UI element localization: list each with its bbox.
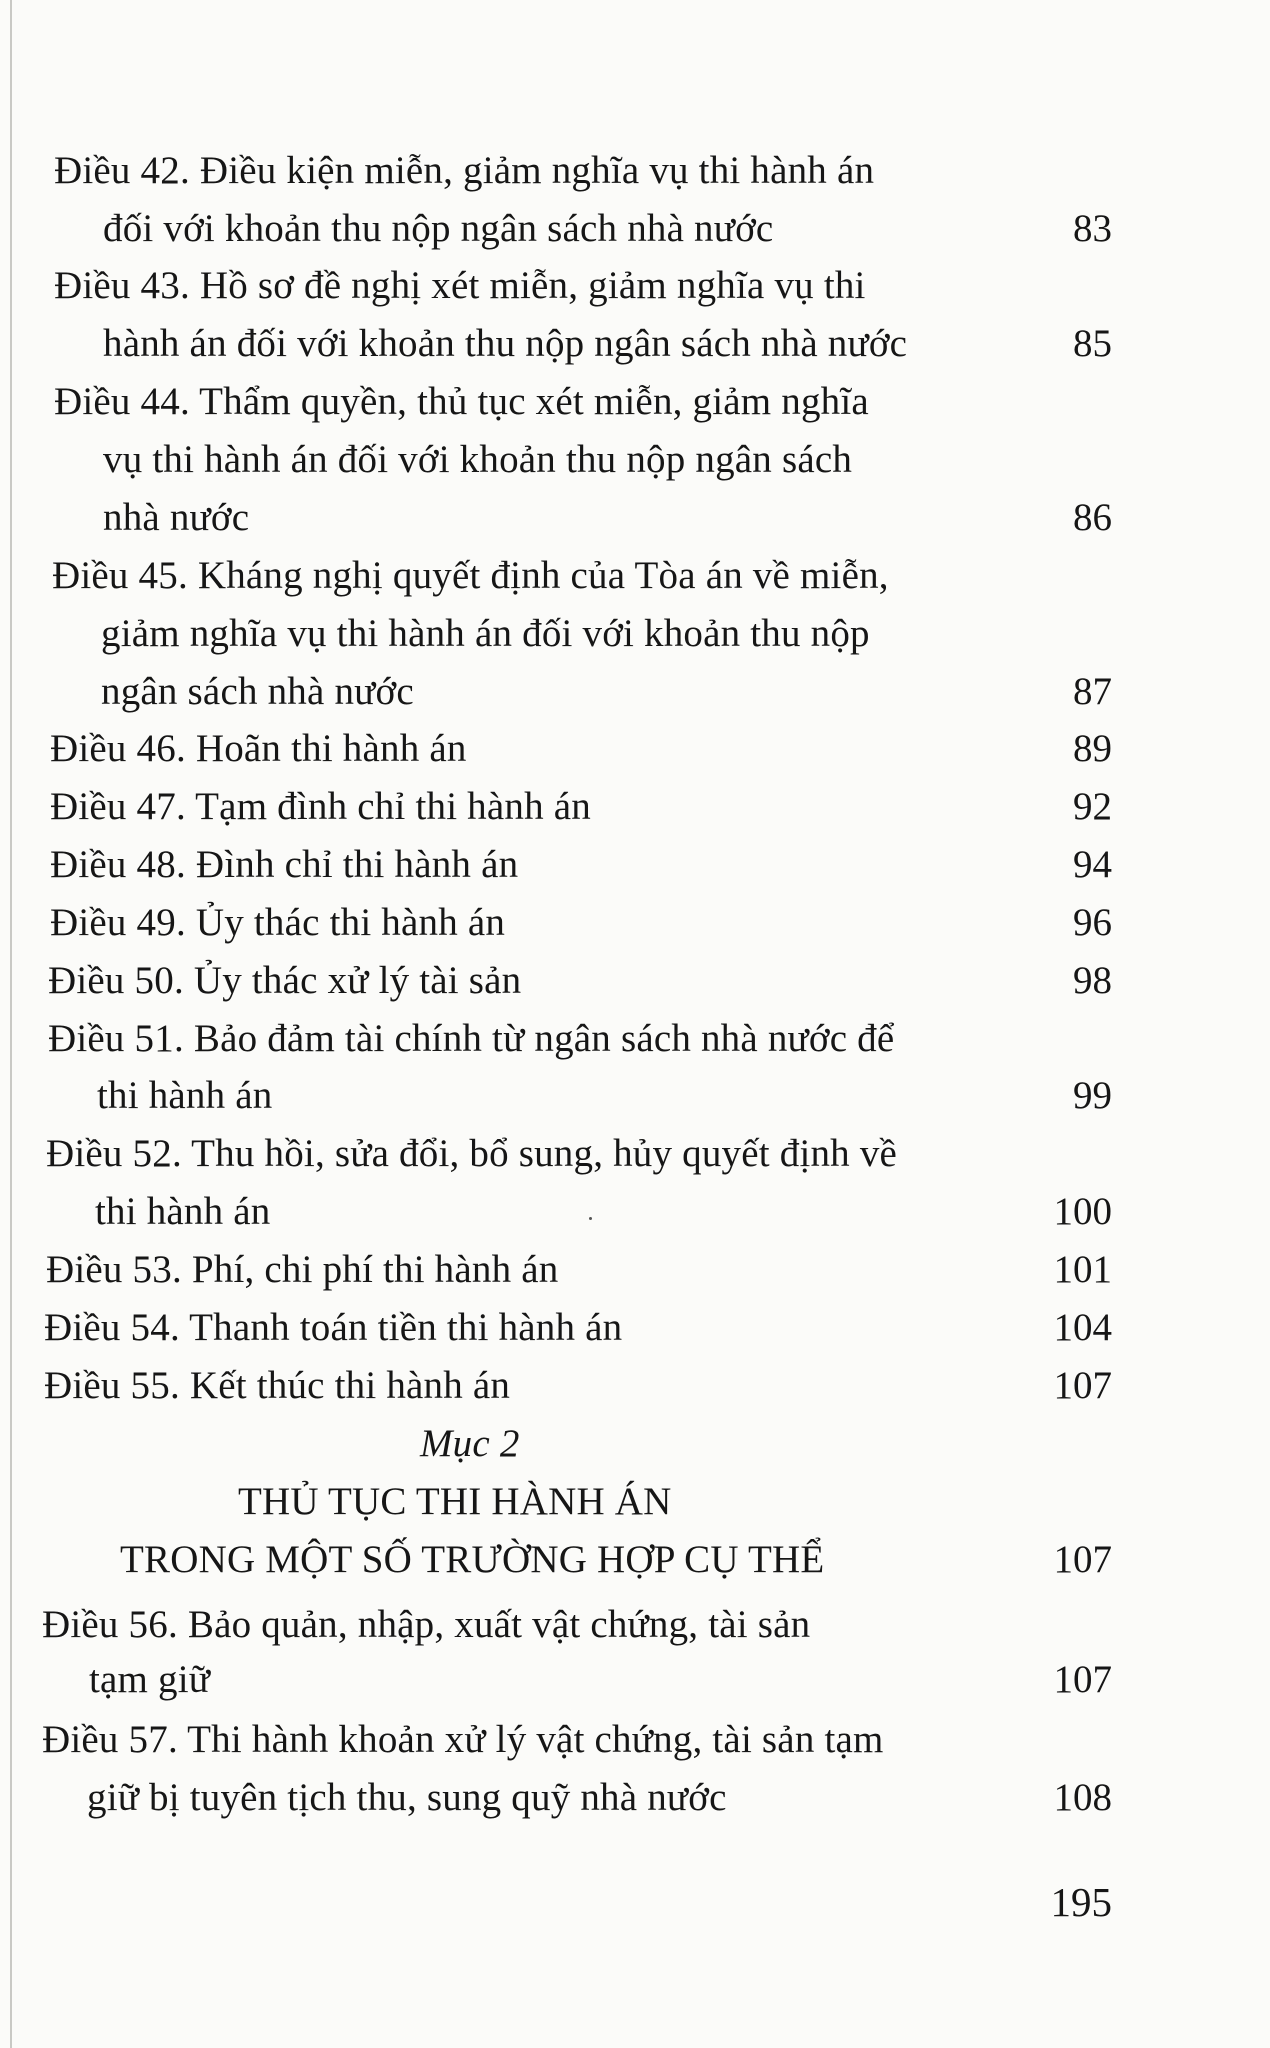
toc-entry-line: thi hành án [97,1074,273,1117]
toc-entry-line: Điều 50. Ủy thác xử lý tài sản [48,959,522,1002]
toc-page-number: 87 [1073,670,1112,713]
toc-entry-line: thi hành án [95,1190,271,1233]
toc-page-number: 99 [1073,1074,1112,1117]
toc-entry-line: giảm nghĩa vụ thi hành án đối với khoản thu nộp [101,612,870,655]
toc-entry-line: Điều 48. Đình chỉ thi hành án [50,843,519,886]
toc-page-number: 100 [1053,1190,1112,1233]
toc-entry-line: Điều 44. Thẩm quyền, thủ tục xét miễn, giảm nghĩa [54,380,869,423]
toc-entry-line: Điều 53. Phí, chi phí thi hành án [46,1248,559,1291]
toc-page-number: 94 [1073,843,1112,886]
toc-entry-line: hành án đối với khoản thu nộp ngân sách nhà nước [103,322,908,365]
toc-page-number: 86 [1073,496,1112,539]
toc-page-number: 101 [1053,1248,1112,1291]
toc-page-number: 85 [1073,322,1112,365]
toc-page-number: 104 [1053,1306,1112,1349]
toc-page-number: 107 [1053,1364,1112,1407]
toc-entry-line: Điều 52. Thu hồi, sửa đổi, bổ sung, hủy quyết định về [46,1132,898,1175]
toc-entry-line: Điều 47. Tạm đình chỉ thi hành án [50,785,591,828]
section-title-line: THỦ TỤC THI HÀNH ÁN [238,1480,672,1523]
toc-page-number: 92 [1073,785,1112,828]
toc-entry-line: tạm giữ [89,1658,211,1701]
toc-page-number: 96 [1073,901,1112,944]
toc-entry-line: Điều 45. Kháng nghị quyết định của Tòa án về miễn, [52,554,889,597]
toc-entry-line: nhà nước [103,496,250,539]
toc-entry-line: giữ bị tuyên tịch thu, sung quỹ nhà nước [87,1776,727,1819]
toc-page-number: 107 [1053,1658,1112,1701]
toc-entry-line: Điều 51. Bảo đảm tài chính từ ngân sách nhà nước để [48,1017,895,1060]
toc-page-number: 83 [1073,207,1112,250]
toc-page-number: 89 [1073,727,1112,770]
toc-entry-line: Điều 57. Thi hành khoản xử lý vật chứng, tài sản tạm [42,1718,884,1761]
toc-page-number: 98 [1073,959,1112,1002]
toc-entry-line: Điều 43. Hồ sơ đề nghị xét miễn, giảm nghĩa vụ thi [54,264,866,307]
print-speck [589,1217,592,1220]
toc-entry-line: ngân sách nhà nước [101,670,414,713]
toc-entry-line: Điều 46. Hoãn thi hành án [50,727,467,770]
toc-entry-line: Điều 49. Ủy thác thi hành án [50,901,506,944]
toc-entry-line: vụ thi hành án đối với khoản thu nộp ngân sách [103,438,853,481]
toc-entry-line: Điều 42. Điều kiện miễn, giảm nghĩa vụ thi hành án [54,149,875,192]
toc-entry-line: đối với khoản thu nộp ngân sách nhà nước [103,207,774,250]
toc-page-number: 108 [1053,1776,1112,1819]
toc-entry-line: Điều 55. Kết thúc thi hành án [44,1364,511,1407]
section-title-line: TRONG MỘT SỐ TRƯỜNG HỢP CỤ THỂ [120,1538,825,1581]
toc-page-number: 107 [1053,1538,1112,1581]
section-label: Mục 2 [420,1422,520,1465]
toc-entry-line: Điều 54. Thanh toán tiền thi hành án [44,1306,623,1349]
folio-page-number: 195 [1050,1879,1112,1925]
toc-entry-line: Điều 56. Bảo quản, nhập, xuất vật chứng, tài sản [42,1603,811,1646]
